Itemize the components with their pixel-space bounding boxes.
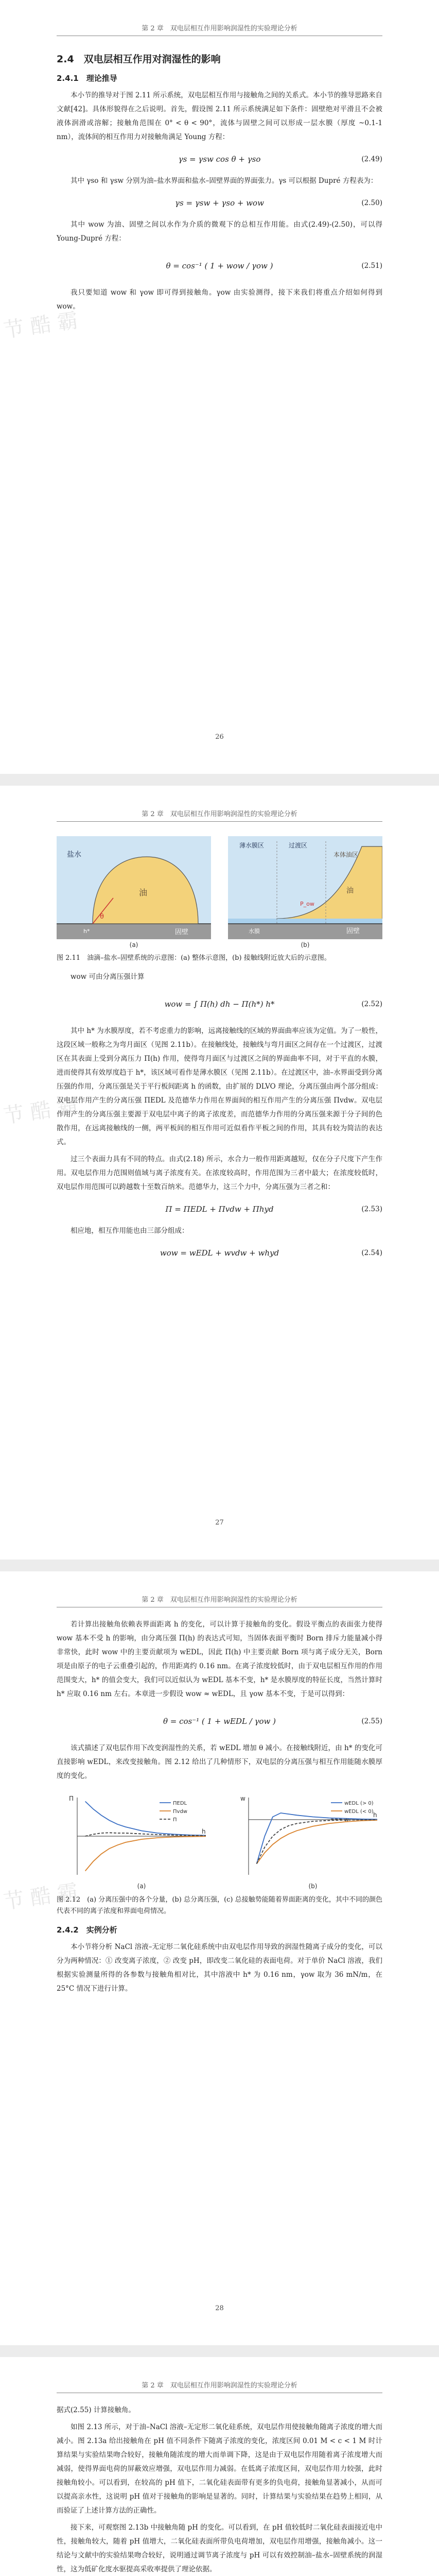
figure-caption: 图 2.12 (a) 分离压强中的各个分量，(b) 总分离压强，(c) 总接触势能随着界面距离的变化，其中不同的颜色代表不同的离子浓度和界面电荷情况。 xyxy=(57,1896,382,1915)
series-line xyxy=(85,1836,206,1871)
page-27 xyxy=(0,786,439,1560)
chart-interaction-energy xyxy=(228,1787,382,1890)
equation xyxy=(57,196,382,210)
legend-entry: wEDL (> 0) xyxy=(344,1801,374,1806)
paragraph: 据式(2.55) 计算接触角。 xyxy=(57,2406,135,2414)
series-line xyxy=(257,1820,377,1864)
paragraph: 如图 2.13 所示，对于油–NaCl 溶液–无定形二氧化硅系统，双电层作用使接触角随离子浓度的增大而减小。图 2.13a 给出接触角在 pH 值不同条件下随离子浓度的变化，浓度区间 0.01 M < c < 1 M 时计算结果与实验结果吻合较好，接触角随浓度的增大而单调下降，这是由于双电层作用随着离子浓度增大而减弱，使得界面电荷的屏蔽效应增强，双电层作用力减弱。在低离子浓度区间，双电层作用力较强，此时接触角较小。可以看到，在较高的 pH 值下，二氧化硅表面带有更多的负电荷，接触角显著减小，从而可以提高亲水性，这说明 pH 值对于接触角的影响是显著的。同时，计算结果与实验结果在趋势上相同，从而验证了上述计算方法的正确性。 xyxy=(57,2423,382,2515)
equation xyxy=(57,254,382,278)
schematic-zoom xyxy=(228,836,382,939)
equation xyxy=(57,992,382,1016)
figure-2-12 xyxy=(57,1787,382,1890)
legend-entry: w xyxy=(344,1817,349,1823)
label-brine: 盐水 xyxy=(67,851,81,859)
page-number: 28 xyxy=(215,2304,224,2312)
equation-number: (2.52) xyxy=(361,1000,382,1008)
watermark: 节 酷 霸 xyxy=(2,1880,80,1914)
subfigure-label-b: (b) xyxy=(301,941,310,948)
page-28 xyxy=(0,1571,439,2345)
y-axis-label: w xyxy=(240,1795,245,1802)
legend-entry: Πvdw xyxy=(173,1809,187,1815)
legend-entry: wEDL (< 0) xyxy=(344,1809,374,1815)
series-line xyxy=(85,1833,206,1836)
equation-number: (2.49) xyxy=(361,155,382,163)
paragraph: 该式描述了双电层作用下改变润湿性的关系，若 wEDL 增加 θ 减小。在接触线附近，由 h* 的变化可直接影响 wEDL，来改变接触角。图 2.12 给出了几种情形下，双电层的分离压强与相互作用能随水膜厚度的变化。 xyxy=(57,1744,382,1780)
series-line xyxy=(85,1802,206,1836)
equation-body: θ = cos⁻¹ ( 1 + wow / γow ) xyxy=(166,261,273,270)
paragraph: 若计算出接触角依赖表界面距离 h 的变化，可以计算于接触角的变化。假设平衡点的表面张力使得 wow 基本不受 h 的影响，由分离压强 Π(h) 的表达式可知，当固体表面平衡时 Born 排斥力能量减小得非常快，此时 wow 中的主要贡献项为 wEDL，因此 Π(h) 中主要贡献 Born 项与离子成分无关，Born 项是由原子的电子云重叠引起的，作用距离约 0.16 nm。在离子浓度较低时，由于双电层相互作用的作用范围变大，h* 的值会变大，我们可以近似认为 wEDL 基本不变，h* 是水膜厚度的特征长度，当然计算时 h* 应取 0.16 nm 左右。本章进一步假设 wow ≈ wEDL，且 γow 基本不变，于是可以得到： xyxy=(57,1620,382,1698)
paragraph: 过三个表面力具有不同的特点。由式(2.18) 所示，水合力一般作用距离越短，仅在分子尺度下产生作用。双电层作用力范围则值域与离子浓度有关。在浓度较高时，作用范围为三者中最大；在浓度较低时，双电层作用范围可以跨越数十至数百纳米。范德华力，这三个力中，分离压强为三者之和： xyxy=(57,1155,382,1191)
equation-number: (2.51) xyxy=(361,262,382,270)
subsection-title: 2.4.1 理论推导 xyxy=(57,74,117,83)
chapter-header: 第 2 章 双电层相互作用影响润湿性的实验理论分析 xyxy=(57,1594,382,1607)
paragraph: 接下来，可观察图 2.13b 中接触角随 pH 的变化。可以看到，在 pH 值较低时二氧化硅表面接近电中性，接触角较大，随着 pH 值增大，二氧化硅表面所带负电荷增加，双电层作用增强，接触角减小。这一结论与文献中的实验结果吻合较好，说明通过调节离子浓度与 pH 可以有效控制油–盐水–固壁系统的润湿性，这为低矿化度水驱提高采收率提供了理论依据。 xyxy=(57,2523,382,2573)
label-solid: 固壁 xyxy=(346,927,360,935)
page-number: 27 xyxy=(215,1519,224,1527)
equation-body: θ = cos⁻¹ ( 1 + wEDL / γow ) xyxy=(163,1717,276,1726)
label-solid: 固壁 xyxy=(175,928,189,936)
equation xyxy=(57,1709,382,1733)
legend-entry: ΠEDL xyxy=(173,1801,187,1806)
paragraph: 其中 γso 和 γsw 分别为油–盐水界面和盐水–固壁界面的界面张力。γs 可以根据 Dupré 方程表为： xyxy=(71,177,378,185)
legend-entry: Π xyxy=(173,1817,177,1823)
x-axis-label: h xyxy=(373,1811,377,1819)
water-film xyxy=(228,919,382,924)
equation-number: (2.54) xyxy=(361,1249,382,1257)
label-theta: θ xyxy=(100,913,104,921)
label-oil: 油 xyxy=(139,888,148,897)
equation-body: γs = γsw cos θ + γso xyxy=(178,155,261,164)
subfigure-label-a: (a) xyxy=(129,941,138,948)
paragraph: 其中 wow 为油、固壁之间以水作为介质的微观下的总相互作用能。由式(2.49)-(2.50)，可以得 Young-Dupré 方程： xyxy=(57,221,382,243)
series-line xyxy=(257,1820,377,1864)
equation-body: Π = ΠEDL + Πvdw + Πhyd xyxy=(165,1205,274,1214)
subsection-title: 2.4.2 实例分析 xyxy=(57,1925,117,1935)
chapter-header: 第 2 章 双电层相互作用影响润湿性的实验理论分析 xyxy=(57,808,382,822)
paragraph: wow 可由分离压强计算 xyxy=(71,973,145,981)
y-axis-label: Π xyxy=(69,1795,74,1802)
x-axis-label: h xyxy=(202,1828,206,1835)
equation-body: wow = wEDL + wvdw + whyd xyxy=(160,1248,279,1258)
figure-2-11 xyxy=(57,836,382,948)
chart-title: (a) xyxy=(137,1883,146,1890)
paragraph: 本小节将分析 NaCl 溶液–无定形二氧化硅系统中由双电层作用导致的润湿性随离子成分的变化，可以分为两种情况：① 改变离子浓度，② 改变 pH，即改变二氧化硅的表面电荷。对于单价 NaCl 溶液，我们根据实验测量所得的各参数与接触角相对比，其中溶液中 h* 为 0.16 nm，γow 取为 36 mN/m，在 25°C 情况下进行计算。 xyxy=(57,1943,382,1993)
page-26 xyxy=(0,0,439,774)
equation-number: (2.55) xyxy=(361,1717,382,1725)
paragraph: 相应地，相互作用能也由三部分组成： xyxy=(71,1227,189,1235)
paragraph: 我只要知道 wow 和 γow 即可得到接触角。γow 由实验测得，接下来我们将重点介绍如何得到 wow。 xyxy=(57,289,382,311)
equation-number: (2.50) xyxy=(361,199,382,207)
chapter-header: 第 2 章 双电层相互作用影响润湿性的实验理论分析 xyxy=(57,23,382,36)
label-film: 水膜 xyxy=(249,928,260,935)
label-oil: 油 xyxy=(346,887,354,895)
chapter-header: 第 2 章 双电层相互作用影响润湿性的实验理论分析 xyxy=(57,2380,382,2393)
chart-title: (b) xyxy=(308,1883,318,1890)
label-water-zone: 薄水膜区 xyxy=(239,842,265,849)
label-h-star: h* xyxy=(83,928,90,935)
paragraph: 其中 h* 为水膜厚度，若不考虑重力的影响，远离接触线的区域的界面曲率应该为定值。为了一般性，这段区域一般称之为弯月面区（见图 2.11b）。在接触线处，接触线与弯月面区之间存在一个过渡区，过渡区在其表面上受到分离压力 Π(h) 作用，使得弯月面区与过渡区之间的界面曲率不同，对于平直的水膜，进而使得其有效厚度趋于 h*，该区域可看作是薄水膜区（见图 2.11b）。在过渡区中，油–水界面受到分离压强的作用，分离压强是关于平行板间距离 h 的函数，由扩展的 DLVO 理论，分离压强由两个部分组成：双电层作用产生的分离压强 ΠEDL 及范德华力作用在界面间的相互作用产生的分离压强 Πvdw。双电层作用产生的分离压强主要源于双电层中离子的离子浓度差，而范德华力作用的分离压强来源于分子间的色散作用，在远离接触线的一侧，两平板间的相互作用可近似看作平板之间的作用，其具有较为简洁的表达式。 xyxy=(57,1027,382,1146)
section-title: 2.4 双电层相互作用对润湿性的影响 xyxy=(57,54,221,65)
label-transition-zone: 过渡区 xyxy=(289,842,308,849)
label-pow: P_ow xyxy=(300,901,314,907)
page-29 xyxy=(0,2357,439,2576)
equation xyxy=(57,152,382,166)
figure-panel-a xyxy=(57,836,211,948)
watermark: 节 酷 霸 xyxy=(2,1094,80,1128)
chart-separation-pressure xyxy=(57,1787,211,1890)
equation xyxy=(57,1202,382,1216)
label-bulk-zone: 本体油区 xyxy=(333,851,359,858)
page-number: 26 xyxy=(215,733,224,741)
figure-caption: 图 2.11 油滴–盐水–固壁系统的示意图：(a) 整体示意图，(b) 接触线附近放大后的示意图。 xyxy=(57,954,331,962)
watermark: 节 酷 霸 xyxy=(2,309,80,343)
figure-panel-b xyxy=(228,836,382,948)
equation-body: wow = ∫ Π(h) dh − Π(h*) h* xyxy=(164,999,275,1009)
equation-number: (2.53) xyxy=(361,1205,382,1213)
paragraph: 本小节的推导对于图 2.11 所示系统，双电层相互作用与接触角之间的关系式。本小节的推导思路来自文献[42]。具体形貌得在之后说明。首先，假设图 2.11 所示系统满足如下条件：固壁绝对平滑且不会被液体润滑或溶解；接触角范围在 0° < θ < 90°，流体与固壁之间可以形成一层水膜（厚度 ~0.1-1 nm），流体间的相互作用力对接触角满足 Young 方程： xyxy=(57,91,382,141)
equation xyxy=(57,1246,382,1260)
schematic-overview xyxy=(57,836,211,939)
equation-body: γs = γsw + γso + wow xyxy=(175,198,264,208)
